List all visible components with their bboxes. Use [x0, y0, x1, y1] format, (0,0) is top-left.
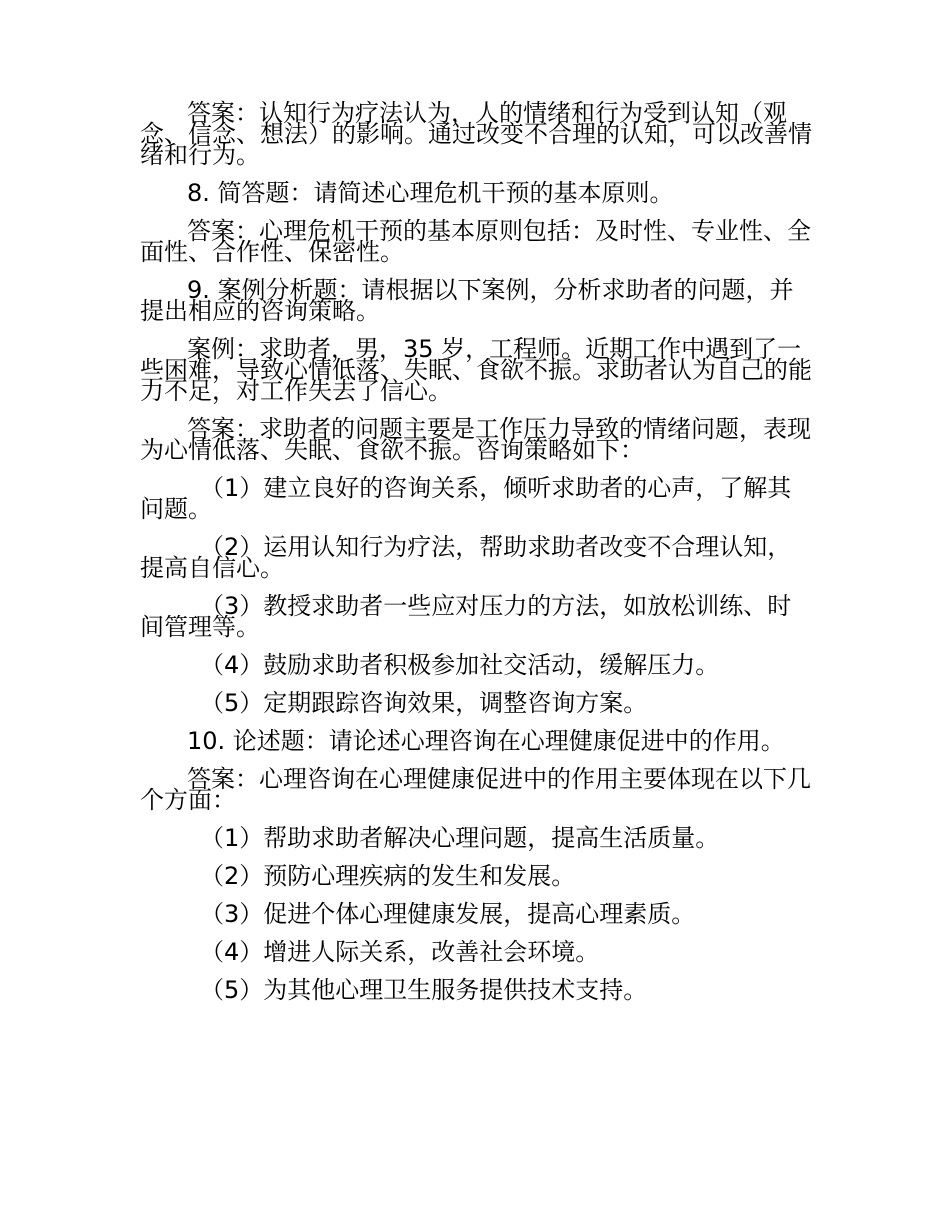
- answer-7-paragraph: 答案：认知行为疗法认为，人的情绪和行为受到认知（观念、信念、想法）的影响。通过改变不合理的认知，可以改善情绪和行为。: [140, 99, 812, 169]
- answer-10-list-item-2: （2）预防心理疾病的发生和发展。: [200, 862, 576, 890]
- answer-9-paragraph: 答案：求助者的问题主要是工作压力导致的情绪问题，表现为心情低落、失眠、食欲不振。咨询策略如下：: [140, 415, 811, 464]
- answer-10-paragraph: 答案：心理咨询在心理健康促进中的作用主要体现在以下几个方面：: [140, 765, 811, 814]
- question-10-paragraph: 10. 论述题：请论述心理咨询在心理健康促进中的作用。: [187, 727, 785, 755]
- answer-10-list-item-4: （4）增进人际关系，改善社会环境。: [200, 938, 600, 966]
- answer-10-list-item-1: （1）帮助求助者解决心理问题，提高生活质量。: [200, 824, 720, 852]
- document-body: [140, 99, 812, 1004]
- question-8-paragraph: 8. 简答题：请简述心理危机干预的基本原则。: [187, 179, 674, 207]
- answer-9-list-item-1: （1）建立良好的咨询关系，倾听求助者的心声，了解其问题。: [140, 474, 792, 523]
- answer-9-list-item-3: （3）教授求助者一些应对压力的方法，如放松训练、时间管理等。: [140, 592, 792, 641]
- case-paragraph: 案例：求助者，男，35 岁，工程师。近期工作中遇到了一些困难，导致心情低落、失眠、食欲不振。求助者认为自己的能力不足，对工作失去了信心。: [140, 335, 812, 405]
- answer-9-list-item-2: （2）运用认知行为疗法，帮助求助者改变不合理认知，提高自信心。: [140, 533, 792, 582]
- answer-10-list-item-3: （3）促进个体心理健康发展，提高心理素质。: [200, 900, 696, 928]
- answer-10-list-item-5: （5）为其他心理卫生服务提供技术支持。: [200, 976, 648, 1004]
- answer-9-list-item-5: （5）定期跟踪咨询效果，调整咨询方案。: [200, 689, 648, 717]
- answer-8-paragraph: 答案：心理危机干预的基本原则包括：及时性、专业性、全面性、合作性、保密性。: [140, 217, 811, 266]
- answer-9-list-item-4: （4）鼓励求助者积极参加社交活动，缓解压力。: [200, 651, 720, 679]
- question-9-paragraph: 9. 案例分析题：请根据以下案例，分析求助者的问题，并提出相应的咨询策略。: [140, 276, 794, 325]
